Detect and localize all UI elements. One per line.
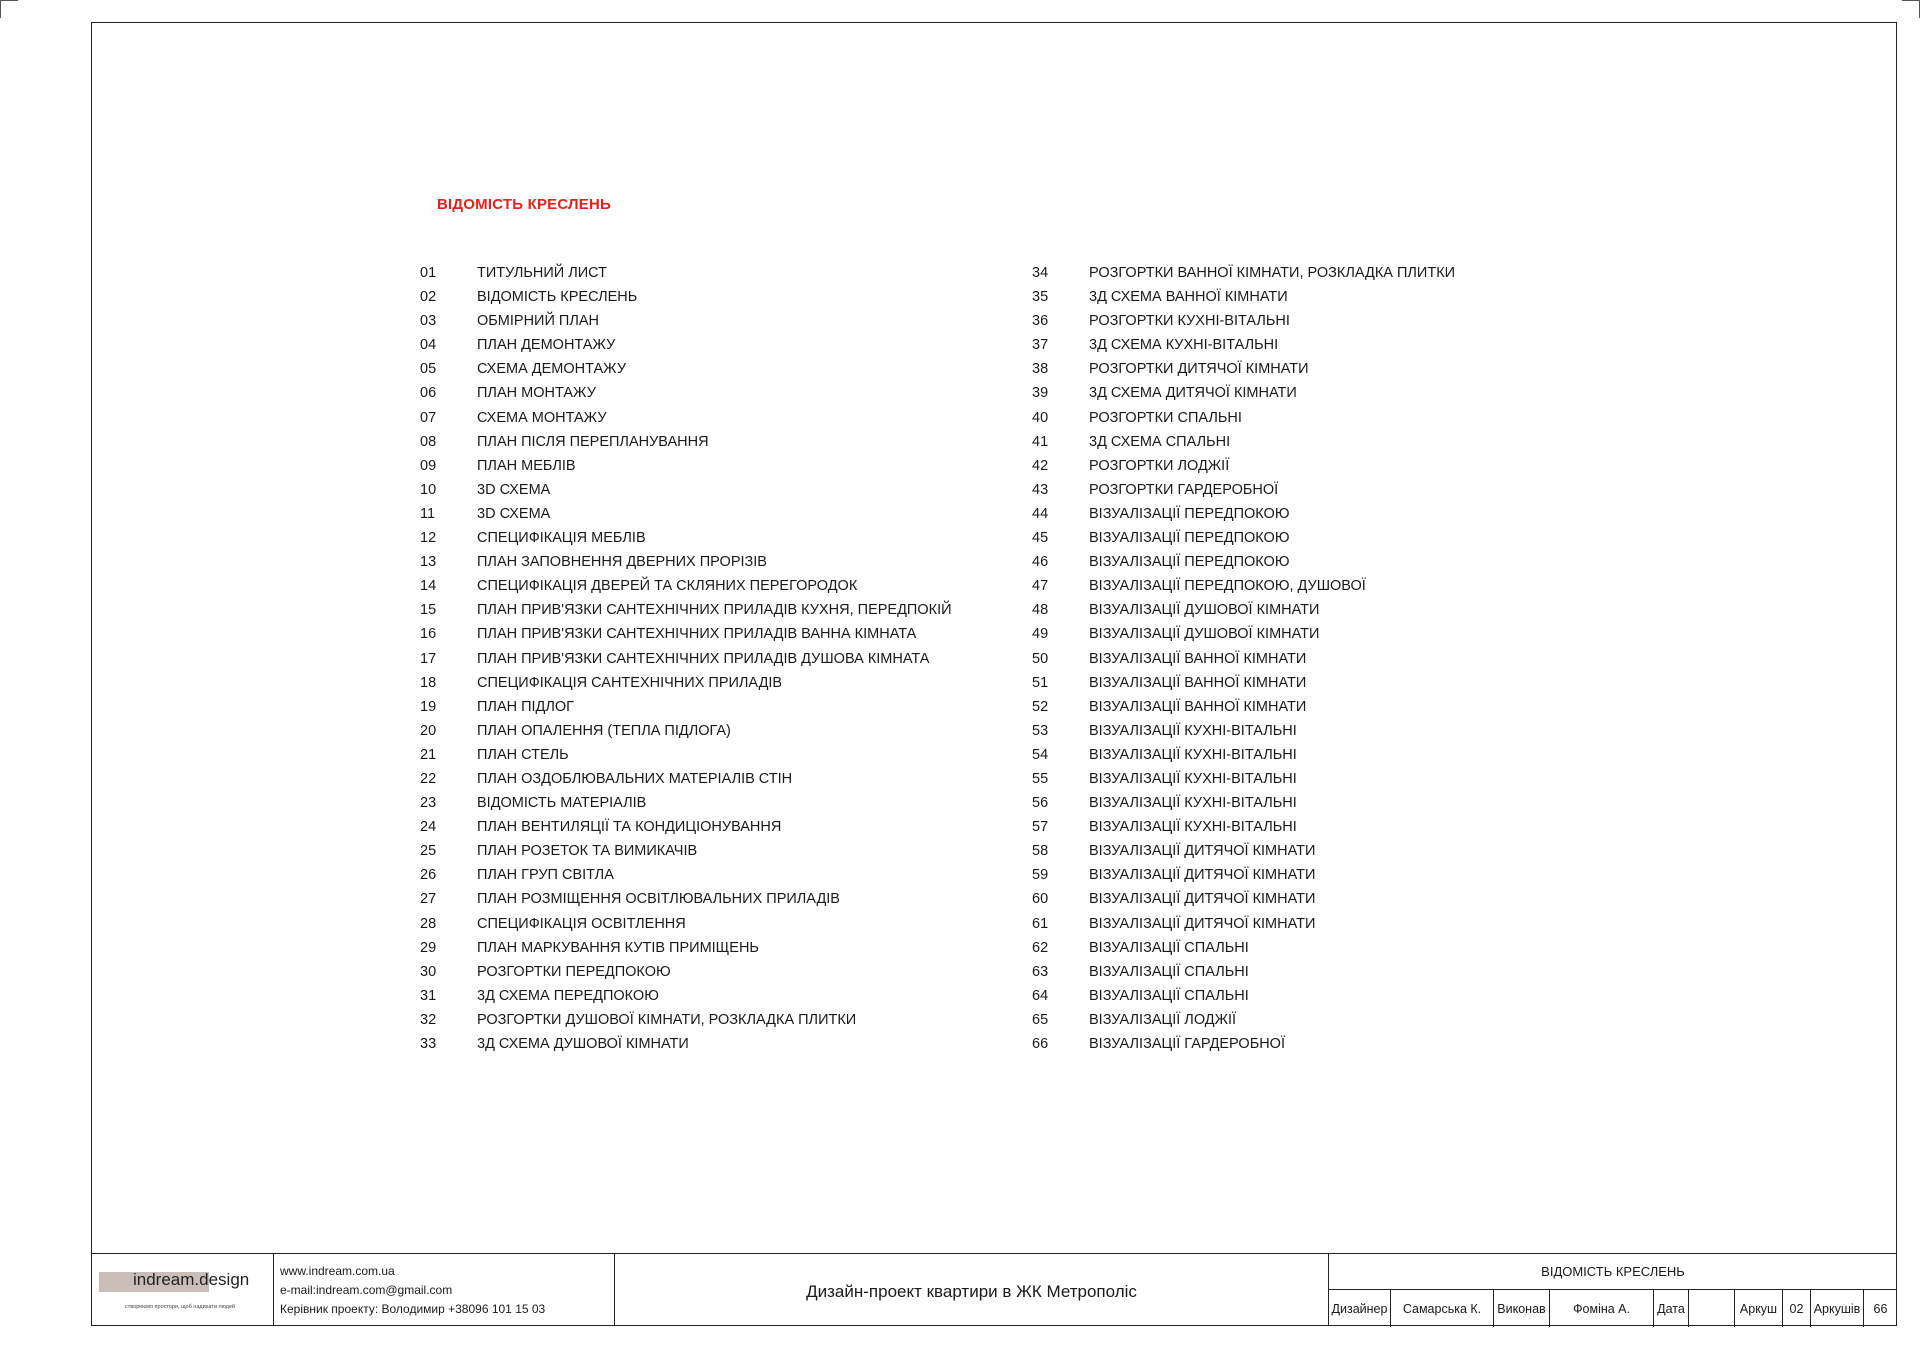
drawing-title: СХЕМА МОНТАЖУ	[477, 409, 607, 426]
drawing-list-item	[1032, 887, 1652, 911]
drawing-number: 06	[420, 385, 437, 402]
drawing-title: ВІЗУАЛІЗАЦІЇ ГАРДЕРОБНОЇ	[1089, 1036, 1285, 1052]
drawing-number: 19	[420, 698, 437, 715]
drawing-title: РОЗГОРТКИ ДУШОВОЇ КІМНАТИ, РОЗКЛАДКА ПЛИТКИ	[477, 1011, 857, 1028]
drawing-number: 52	[1032, 698, 1049, 715]
drawing-title: ПЛАН ПІДЛОГ	[477, 698, 575, 715]
email-link[interactable]: e-mail:indream.com@gmail.com	[280, 1283, 453, 1297]
drawing-title: 3Д СХЕМА ДИТЯЧОЇ КІМНАТИ	[1089, 385, 1297, 402]
drawing-number: 13	[420, 554, 437, 571]
drawing-list-item	[1032, 285, 1652, 309]
drawing-title: РОЗГОРТКИ КУХНІ-ВІТАЛЬНІ	[1089, 313, 1290, 330]
drawing-number: 29	[420, 939, 437, 956]
drawing-list-item	[1032, 984, 1652, 1008]
drawing-list-item	[1032, 839, 1652, 863]
drawing-list-item	[1032, 912, 1652, 936]
title-block	[91, 1253, 1897, 1326]
drawing-title: ПЛАН МАРКУВАННЯ КУТІВ ПРИМІЩЕНЬ	[477, 939, 759, 956]
drawing-number: 11	[420, 505, 436, 522]
drawing-number: 31	[420, 987, 437, 1004]
drawing-list-item	[1032, 671, 1652, 695]
drawing-number: 57	[1032, 819, 1049, 836]
drawing-list-item	[1032, 936, 1652, 960]
drawing-list-item	[420, 381, 1000, 405]
drawing-list-item	[420, 598, 1000, 622]
drawing-list-item	[1032, 695, 1652, 719]
drawing-title: ВІЗУАЛІЗАЦІЇ КУХНІ-ВІТАЛЬНІ	[1089, 795, 1297, 812]
drawing-list-item	[1032, 357, 1652, 381]
drawing-list-item	[420, 912, 1000, 936]
drawing-title: ПЛАН ЗАПОВНЕННЯ ДВЕРНИХ ПРОРІЗІВ	[477, 554, 767, 571]
drawing-title: ВІЗУАЛІЗАЦІЇ ДИТЯЧОЇ КІМНАТИ	[1089, 843, 1316, 860]
drawing-title: ВІДОМІСТЬ МАТЕРІАЛІВ	[477, 795, 647, 812]
drawing-list-item	[1032, 526, 1652, 550]
drawing-title: ВІЗУАЛІЗАЦІЇ КУХНІ-ВІТАЛЬНІ	[1089, 746, 1297, 763]
executor-name: Фоміна А.	[1550, 1290, 1654, 1327]
drawing-number: 66	[1032, 1036, 1049, 1052]
drawing-list-item	[1032, 719, 1652, 743]
drawing-list-item	[420, 791, 1000, 815]
drawing-list-item	[420, 887, 1000, 911]
drawing-number: 45	[1032, 530, 1049, 547]
drawing-title: ВІЗУАЛІЗАЦІЇ ЛОДЖІЇ	[1089, 1011, 1237, 1028]
drawing-title: ВІЗУАЛІЗАЦІЇ ДИТЯЧОЇ КІМНАТИ	[1089, 915, 1316, 932]
drawing-list-item	[420, 767, 1000, 791]
drawing-title: ВІЗУАЛІЗАЦІЇ ДУШОВОЇ КІМНАТИ	[1089, 626, 1320, 643]
drawing-number: 37	[1032, 337, 1049, 354]
drawing-number: 38	[1032, 361, 1049, 378]
sheets-total: 66	[1873, 1301, 1888, 1316]
drawing-list-item	[420, 1032, 1000, 1056]
drawing-list-item	[1032, 863, 1652, 887]
drawing-number: 59	[1032, 867, 1049, 884]
drawing-title: 3D СХЕМА	[477, 481, 551, 498]
sheets-label: Аркушів	[1811, 1290, 1864, 1327]
drawing-number: 36	[1032, 313, 1049, 330]
drawing-title: СПЕЦИФІКАЦІЯ ДВЕРЕЙ ТА СКЛЯНИХ ПЕРЕГОРОДОК	[477, 578, 858, 595]
drawing-number: 04	[420, 337, 437, 354]
drawing-number: 63	[1032, 963, 1049, 980]
drawing-list-item	[420, 719, 1000, 743]
drawing-title: ВІЗУАЛІЗАЦІЇ ДИТЯЧОЇ КІМНАТИ	[1089, 891, 1316, 908]
drawing-title: ПЛАН ВЕНТИЛЯЦІЇ ТА КОНДИЦІОНУВАННЯ	[477, 819, 782, 836]
drawing-list-item	[420, 936, 1000, 960]
drawing-number: 40	[1032, 409, 1049, 426]
drawing-title: 3Д СХЕМА ВАННОЇ КІМНАТИ	[1089, 289, 1288, 306]
drawing-number: 28	[420, 915, 437, 932]
date-label: Дата	[1654, 1290, 1689, 1327]
drawing-number: 48	[1032, 602, 1049, 619]
sheet-title: ВІДОМІСТЬ КРЕСЛЕНЬ	[1329, 1254, 1897, 1290]
drawing-number: 44	[1032, 505, 1049, 522]
drawing-number: 21	[420, 746, 437, 763]
crop-mark-top-right-h	[1902, 0, 1920, 1]
drawing-list-item	[420, 574, 1000, 598]
drawing-list-item	[420, 622, 1000, 646]
sheet-info-cell	[1329, 1254, 1897, 1326]
drawing-list-item	[420, 984, 1000, 1008]
drawing-list-item	[420, 357, 1000, 381]
logo-cell	[91, 1254, 274, 1326]
drawing-list-item	[420, 863, 1000, 887]
drawing-list-item	[1032, 574, 1652, 598]
drawing-list-item	[420, 839, 1000, 863]
designer-name: Самарська К.	[1391, 1290, 1494, 1327]
drawing-number: 05	[420, 361, 437, 378]
drawing-title: 3Д СХЕМА СПАЛЬНІ	[1089, 433, 1231, 450]
executor-label: Виконав	[1494, 1290, 1550, 1327]
drawing-list-item	[420, 550, 1000, 574]
drawing-list-item	[1032, 430, 1652, 454]
drawing-list-left	[420, 261, 1000, 1056]
drawing-title: ВІЗУАЛІЗАЦІЇ ДИТЯЧОЇ КІМНАТИ	[1089, 867, 1316, 884]
document-heading: ВІДОМІСТЬ КРЕСЛЕНЬ	[437, 196, 611, 213]
drawing-list-item	[420, 478, 1000, 502]
drawing-number: 07	[420, 409, 437, 426]
drawing-number: 54	[1032, 746, 1049, 763]
contact-cell	[274, 1254, 615, 1326]
drawing-list-item	[1032, 261, 1652, 285]
drawing-title: СПЕЦИФІКАЦІЯ ОСВІТЛЕННЯ	[477, 915, 686, 932]
drawing-number: 43	[1032, 481, 1049, 498]
drawing-title: ОБМІРНИЙ ПЛАН	[477, 313, 599, 330]
drawing-list-item	[1032, 309, 1652, 333]
drawing-list-item	[420, 502, 1000, 526]
drawing-title: ПЛАН МОНТАЖУ	[477, 385, 596, 402]
drawing-title: ПЛАН МЕБЛІВ	[477, 457, 576, 474]
drawing-list-item	[420, 647, 1000, 671]
drawing-title: ВІЗУАЛІЗАЦІЇ КУХНІ-ВІТАЛЬНІ	[1089, 770, 1297, 787]
drawing-list-item	[1032, 1032, 1652, 1056]
drawing-number: 39	[1032, 385, 1049, 402]
website-link[interactable]: www.indream.com.ua	[280, 1264, 395, 1278]
drawing-title: РОЗГОРТКИ СПАЛЬНІ	[1089, 409, 1242, 426]
logo-text: indream.design	[133, 1270, 250, 1289]
drawing-number: 46	[1032, 554, 1049, 571]
drawing-number: 23	[420, 795, 437, 812]
sheet-label: Аркуш	[1735, 1290, 1783, 1327]
drawing-title: СПЕЦИФІКАЦІЯ МЕБЛІВ	[477, 530, 646, 547]
drawing-number: 58	[1032, 843, 1049, 860]
drawing-number: 24	[420, 819, 437, 836]
drawing-number: 15	[420, 602, 437, 619]
drawing-title: РОЗГОРТКИ ДИТЯЧОЇ КІМНАТИ	[1089, 361, 1309, 378]
drawing-number: 09	[420, 457, 437, 474]
drawing-list-item	[420, 454, 1000, 478]
drawing-title: СХЕМА ДЕМОНТАЖУ	[477, 361, 627, 378]
drawing-title: ВІЗУАЛІЗАЦІЇ КУХНІ-ВІТАЛЬНІ	[1089, 722, 1297, 739]
drawing-list-item	[1032, 791, 1652, 815]
drawing-title: 3Д СХЕМА ДУШОВОЇ КІМНАТИ	[477, 1036, 689, 1052]
drawing-title: ПЛАН ДЕМОНТАЖУ	[477, 337, 616, 354]
drawing-list-item	[420, 406, 1000, 430]
drawing-number: 60	[1032, 891, 1049, 908]
drawing-title: ТИТУЛЬНИЙ ЛИСТ	[477, 265, 608, 281]
drawing-number: 49	[1032, 626, 1049, 643]
date-value	[1689, 1290, 1735, 1327]
drawing-title: ВІЗУАЛІЗАЦІЇ СПАЛЬНІ	[1089, 939, 1249, 956]
drawing-number: 14	[420, 578, 437, 595]
drawing-number: 33	[420, 1036, 437, 1052]
drawing-number: 55	[1032, 770, 1049, 787]
drawing-number: 47	[1032, 578, 1049, 595]
drawing-list-item	[420, 960, 1000, 984]
designer-label: Дизайнер	[1329, 1290, 1391, 1327]
drawing-title: ПЛАН ПРИВ'ЯЗКИ САНТЕХНІЧНИХ ПРИЛАДІВ ВАННА КІМНАТА	[477, 626, 917, 643]
drawing-title: ПЛАН ОЗДОБЛЮВАЛЬНИХ МАТЕРІАЛІВ СТІН	[477, 770, 793, 787]
drawing-number: 51	[1032, 674, 1049, 691]
drawing-title: СПЕЦИФІКАЦІЯ САНТЕХНІЧНИХ ПРИЛАДІВ	[477, 674, 783, 691]
drawing-number: 50	[1032, 650, 1049, 667]
drawing-number: 20	[420, 722, 437, 739]
drawing-title: ПЛАН ОПАЛЕННЯ (ТЕПЛА ПІДЛОГА)	[477, 722, 731, 739]
drawing-list-item	[420, 333, 1000, 357]
drawing-list-item	[420, 285, 1000, 309]
drawing-list-item	[1032, 550, 1652, 574]
drawing-list-item	[420, 1008, 1000, 1032]
drawing-number: 10	[420, 481, 437, 498]
sheet-number: 02	[1783, 1290, 1811, 1327]
drawing-number: 12	[420, 530, 437, 547]
drawing-number: 35	[1032, 289, 1049, 306]
drawing-number: 08	[420, 433, 437, 450]
drawing-number: 27	[420, 891, 437, 908]
drawing-number: 41	[1032, 433, 1049, 450]
drawing-number: 64	[1032, 987, 1049, 1004]
drawing-number: 61	[1032, 915, 1049, 932]
drawing-title: ВІДОМІСТЬ КРЕСЛЕНЬ	[477, 289, 638, 306]
project-cell	[615, 1254, 1329, 1326]
drawing-list-item	[1032, 333, 1652, 357]
drawing-title: ВІЗУАЛІЗАЦІЇ ПЕРЕДПОКОЮ	[1089, 530, 1290, 547]
drawing-title: РОЗГОРТКИ ГАРДЕРОБНОЇ	[1089, 481, 1279, 498]
drawing-list-item	[1032, 406, 1652, 430]
drawing-list-item	[420, 430, 1000, 454]
drawing-title: ВІЗУАЛІЗАЦІЇ ПЕРЕДПОКОЮ	[1089, 505, 1290, 522]
drawing-title: ВІЗУАЛІЗАЦІЇ ПЕРЕДПОКОЮ	[1089, 554, 1290, 571]
drawing-title: ВІЗУАЛІЗАЦІЇ ПЕРЕДПОКОЮ, ДУШОВОЇ	[1089, 578, 1366, 595]
drawing-title: ВІЗУАЛІЗАЦІЇ ДУШОВОЇ КІМНАТИ	[1089, 602, 1320, 619]
logo-tagline: створюємо простори, щоб надихати людей	[125, 1304, 235, 1310]
drawing-title: ПЛАН ГРУП СВІТЛА	[477, 867, 614, 884]
drawing-title: ПЛАН РОЗМІЩЕННЯ ОСВІТЛЮВАЛЬНИХ ПРИЛАДІВ	[477, 891, 840, 908]
drawing-title: РОЗГОРТКИ ЛОДЖІЇ	[1089, 457, 1230, 474]
drawing-title: 3Д СХЕМА КУХНІ-ВІТАЛЬНІ	[1089, 337, 1279, 354]
drawing-list-item	[1032, 381, 1652, 405]
drawing-title: ПЛАН ПРИВ'ЯЗКИ САНТЕХНІЧНИХ ПРИЛАДІВ ДУШОВА КІМНАТА	[477, 650, 930, 667]
project-manager: Керівник проекту: Володимир +38096 101 15 03	[280, 1302, 546, 1316]
drawing-number: 65	[1032, 1011, 1049, 1028]
drawing-number: 02	[420, 289, 437, 306]
drawing-list-item	[1032, 647, 1652, 671]
drawing-list-item	[420, 671, 1000, 695]
drawing-list-item	[420, 815, 1000, 839]
drawing-list-item	[1032, 478, 1652, 502]
drawing-list-item	[1032, 598, 1652, 622]
drawing-title: РОЗГОРТКИ ПЕРЕДПОКОЮ	[477, 963, 671, 980]
drawing-title: ПЛАН СТЕЛЬ	[477, 746, 569, 763]
project-name: Дизайн-проект квартири в ЖК Метрополіс	[806, 1282, 1137, 1301]
drawing-number: 62	[1032, 939, 1049, 956]
crop-mark-top-left-h	[0, 0, 18, 1]
drawing-number: 01	[420, 265, 437, 281]
drawing-list-item	[1032, 743, 1652, 767]
drawing-number: 17	[420, 650, 437, 667]
drawing-list-item	[1032, 502, 1652, 526]
drawing-title: ВІЗУАЛІЗАЦІЇ СПАЛЬНІ	[1089, 963, 1249, 980]
drawing-number: 53	[1032, 722, 1049, 739]
drawing-number: 42	[1032, 457, 1049, 474]
drawing-number: 22	[420, 770, 437, 787]
drawing-number: 34	[1032, 265, 1049, 281]
drawing-title: РОЗГОРТКИ ВАННОЇ КІМНАТИ, РОЗКЛАДКА ПЛИТКИ	[1089, 265, 1456, 281]
drawing-title: ПЛАН ПІСЛЯ ПЕРЕПЛАНУВАННЯ	[477, 433, 709, 450]
drawing-title: ПЛАН ПРИВ'ЯЗКИ САНТЕХНІЧНИХ ПРИЛАДІВ КУХНЯ, ПЕРЕДПОКІЙ	[477, 602, 952, 619]
drawing-list-item	[1032, 1008, 1652, 1032]
drawing-list-item	[420, 309, 1000, 333]
drawing-title: ПЛАН РОЗЕТОК ТА ВИМИКАЧІВ	[477, 843, 698, 860]
drawing-number: 30	[420, 963, 437, 980]
drawing-title: ВІЗУАЛІЗАЦІЇ ВАННОЇ КІМНАТИ	[1089, 674, 1307, 691]
drawing-title: 3Д СХЕМА ПЕРЕДПОКОЮ	[477, 987, 659, 1004]
crop-mark-top-left	[0, 0, 1, 18]
drawing-number: 16	[420, 626, 437, 643]
drawing-number: 56	[1032, 795, 1049, 812]
drawing-number: 03	[420, 313, 437, 330]
drawing-number: 26	[420, 867, 437, 884]
drawing-number: 18	[420, 674, 437, 691]
drawing-title: ВІЗУАЛІЗАЦІЇ КУХНІ-ВІТАЛЬНІ	[1089, 819, 1297, 836]
drawing-list-item	[420, 695, 1000, 719]
drawing-list-item	[1032, 960, 1652, 984]
drawing-number: 25	[420, 843, 437, 860]
drawing-list-right	[1032, 261, 1652, 1056]
drawing-list-item	[420, 526, 1000, 550]
drawing-title: 3D СХЕМА	[477, 505, 551, 522]
drawing-list-item	[1032, 815, 1652, 839]
drawing-list-item	[420, 743, 1000, 767]
drawing-list-item	[420, 261, 1000, 285]
drawing-list-item	[1032, 454, 1652, 478]
drawing-title: ВІЗУАЛІЗАЦІЇ ВАННОЇ КІМНАТИ	[1089, 650, 1307, 667]
drawing-list-item	[1032, 622, 1652, 646]
drawing-title: ВІЗУАЛІЗАЦІЇ СПАЛЬНІ	[1089, 987, 1249, 1004]
drawing-number: 32	[420, 1011, 437, 1028]
drawing-list-item	[1032, 767, 1652, 791]
drawing-title: ВІЗУАЛІЗАЦІЇ ВАННОЇ КІМНАТИ	[1089, 698, 1307, 715]
